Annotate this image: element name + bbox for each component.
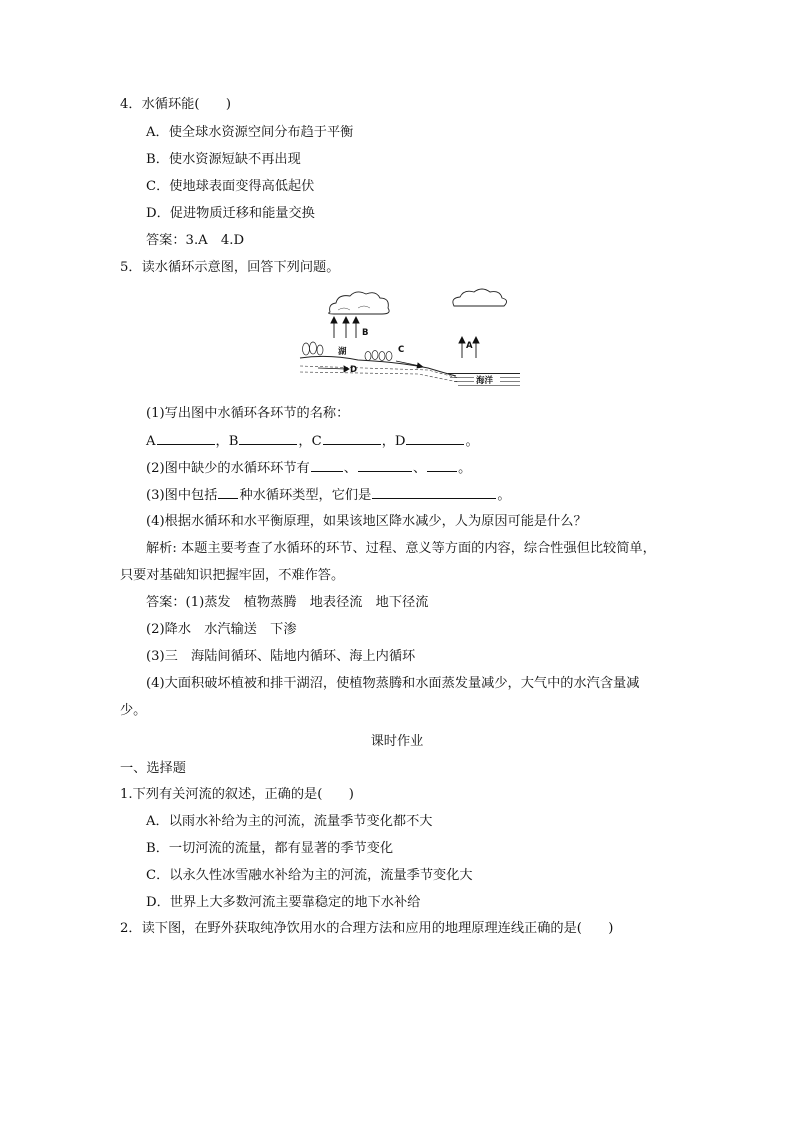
q4-option-d: D．促进物质迁移和能量交换	[146, 206, 315, 221]
label-a: A	[466, 341, 473, 351]
label-c: C	[398, 345, 405, 355]
label-lake: 湖	[338, 347, 347, 357]
cloud-left	[329, 292, 389, 314]
q5-answer-2: (2)降水 水汽输送 下渗	[146, 622, 297, 637]
part-title: 一、选择题	[120, 761, 186, 776]
section-title: 课时作业	[370, 734, 424, 749]
label-ocean: 海洋	[476, 376, 494, 386]
q4-stem: 4．水循环能( )	[120, 97, 231, 112]
q5-sub4: (4)根据水循环和水平衡原理，如果该地区降水减少，人为原因可能是什么？	[146, 514, 587, 529]
q5-stem: 5．读水循环示意图，回答下列问题。	[120, 260, 340, 275]
q5-sub2: (2)图中缺少的水循环环节有 、 、 。	[146, 461, 472, 476]
q5-answer-1: 答案：(1)蒸发 植物蒸腾 地表径流 地下径流	[146, 595, 429, 610]
land-surface	[300, 356, 456, 376]
label-d: D	[350, 365, 358, 375]
q5-answer-4-line2: 少。	[120, 703, 147, 718]
water-cycle-diagram	[298, 286, 526, 390]
q4-option-a: A．使全球水资源空间分布趋于平衡	[146, 125, 354, 140]
q5-sub1-blanks: A ，B ，C ，D 。	[146, 434, 479, 449]
hw1-option-c: C．以永久性冰雪融水补给为主的河流，流量季节变化大	[146, 868, 473, 883]
q4-option-b: B．使水资源短缺不再出现	[146, 152, 301, 167]
hw1-option-b: B．一切河流的流量，都有显著的季节变化	[146, 841, 394, 856]
q5-sub3: (3)图中包括 种水循环类型，它们是 。	[146, 488, 511, 503]
label-b: B	[362, 328, 369, 338]
arrows-b	[331, 317, 359, 338]
hw1-option-a: A．以雨水补给为主的河流，流量季节变化都不大	[146, 814, 433, 829]
hw2-stem: 2．读下图，在野外获取纯净饮用水的合理方法和应用的地理原理连线正确的是( )	[120, 921, 614, 936]
q5-answer-3: (3)三 海陆间循环、陆地内循环、海上内循环	[146, 649, 416, 664]
hw1-option-d: D．世界上大多数河流主要靠稳定的地下水补给	[146, 895, 421, 910]
q5-sub1: (1)写出图中水循环各环节的名称：	[146, 406, 350, 421]
q5-answer-4-line1: (4)大面积破坏植被和排干湖沼，使植物蒸腾和水面蒸发量减少，大气中的水汽含量减	[146, 676, 640, 691]
q5-analysis-line2: 只要对基础知识把握牢固，不难作答。	[120, 568, 345, 583]
q5-analysis-line1: 解析: 本题主要考查了水循环的环节、过程、意义等方面的内容，综合性强但比较简单，	[146, 541, 656, 556]
q4-option-c: C．使地球表面变得高低起伏	[146, 179, 315, 194]
cloud-right	[453, 289, 507, 306]
hw1-stem: 1.下列有关河流的叙述，正确的是( )	[120, 787, 354, 802]
q4-answer: 答案：3.A 4.D	[146, 233, 245, 248]
